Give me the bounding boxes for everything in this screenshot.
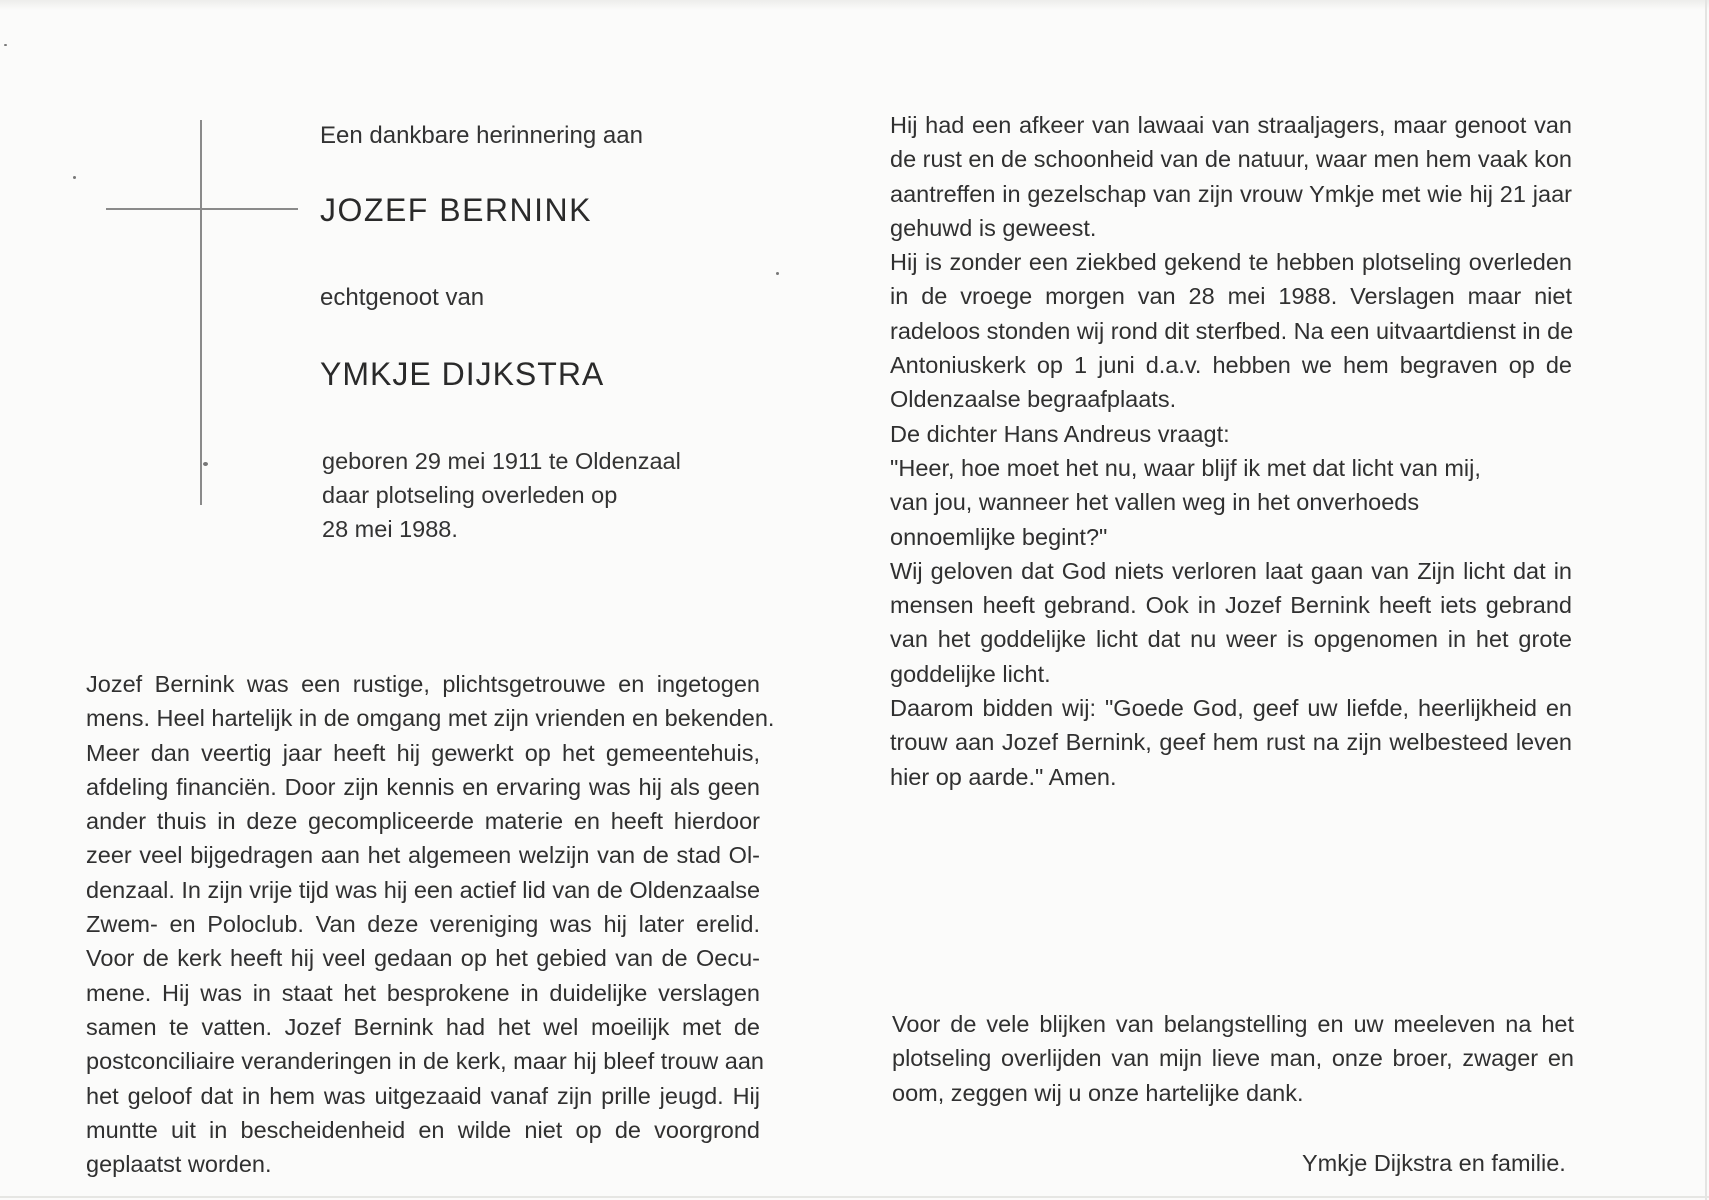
relation-line: echtgenoot van xyxy=(320,284,485,311)
text-line: Jozef Bernink was een rustige, plichtsgetrouwe en ingetogen xyxy=(86,671,760,697)
text-line: mens. Heel hartelijk in de omgang met zijn vrienden en bekenden. xyxy=(86,705,775,732)
thanks-paragraph xyxy=(892,1007,1574,1110)
text-line: denzaal. In zijn vrije tijd was hij een actief lid van de Oldenzaalse xyxy=(86,876,761,903)
text-line: Zwem- en Poloclub. Van deze vereniging was hij later erelid. xyxy=(86,911,760,938)
text-line: ander thuis in deze gecompliceerde materie en heeft hierdoor xyxy=(86,808,760,835)
text-line: Oldenzaalse begraafplaats. xyxy=(890,386,1177,413)
text-line: De dichter Hans Andreus vraagt: xyxy=(890,420,1230,447)
cross-vertical-bar xyxy=(200,120,202,505)
text-line: goddelijke licht. xyxy=(890,660,1051,687)
scan-speck xyxy=(73,176,76,179)
text-line: oom, zeggen wij u onze hartelijke dank. xyxy=(892,1079,1304,1106)
deceased-name: JOZEF BERNINK xyxy=(320,192,592,228)
text-line: de rust en de schoonheid van de natuur, waar men hem vaak kon xyxy=(890,146,1572,173)
text-line: van het goddelijke licht dat nu weer is opgenomen in het grote xyxy=(890,626,1572,653)
scan-edge-right xyxy=(1705,0,1707,1200)
text-line: postconciliaire veranderingen in de kerk, maar hij bleef trouw aan xyxy=(86,1048,764,1075)
biography-paragraph xyxy=(86,667,775,1181)
text-line: aantreffen in gezelschap van zijn vrouw Ymkje met wie hij 21 jaar xyxy=(890,180,1572,207)
text-line: het geloof dat in hem was uitgezaaid vanaf zijn prille jeugd. Hij xyxy=(86,1082,760,1109)
scan-speck xyxy=(4,44,7,46)
spouse-name: YMKJE DIJKSTRA xyxy=(320,356,605,392)
intro-line: Een dankbare herinnering aan xyxy=(320,122,643,149)
poem-line: onnoemlijke begint?" xyxy=(890,523,1108,550)
cross-horizontal-bar xyxy=(106,208,298,210)
reflection-paragraph xyxy=(890,108,1572,794)
text-line: in de vroege morgen van 28 mei 1988. Verslagen maar niet xyxy=(890,283,1572,310)
poem-line: van jou, wanneer het vallen weg in het onverhoeds xyxy=(890,489,1420,516)
text-line: gehuwd is geweest. xyxy=(890,214,1097,241)
scan-speck xyxy=(203,462,208,466)
text-line: samen te vatten. Jozef Bernink had het wel moeilijk met de xyxy=(86,1013,760,1040)
text-line: mene. Hij was in staat het besprokene in duidelijke verslagen xyxy=(86,979,760,1006)
text-line: radeloos stonden wij rond dit sterfbed. Na een uitvaartdienst in de xyxy=(890,317,1574,344)
text-line: Voor de kerk heeft hij veel gedaan op het gebied van de Oecu- xyxy=(86,945,760,972)
text-line: Hij is zonder een ziekbed gekend te hebben plotseling overleden xyxy=(890,249,1572,276)
text-line: Voor de vele blijken van belangstelling en uw meeleven na het xyxy=(892,1011,1574,1037)
text-line: muntte uit in bescheidenheid en wilde niet op de voorgrond xyxy=(86,1116,760,1143)
birth-line: geboren 29 mei 1911 te Oldenzaal xyxy=(322,448,681,474)
text-line: mensen heeft gebrand. Ook in Jozef Bernink heeft iets gebrand xyxy=(890,592,1572,619)
signature-line: Ymkje Dijkstra en familie. xyxy=(1302,1150,1566,1176)
scan-speck xyxy=(776,272,779,275)
text-line: afdeling financiën. Door zijn kennis en ervaring was hij als geen xyxy=(86,773,760,800)
text-line: zeer veel bijgedragen aan het algemeen welzijn van de stad Ol- xyxy=(86,842,760,869)
text-line: plotseling overlijden van mijn lieve man, onze broer, zwager en xyxy=(892,1045,1574,1072)
text-line: hier op aarde." Amen. xyxy=(890,763,1117,790)
death-line: daar plotseling overleden op xyxy=(322,482,618,508)
scan-edge-bottom xyxy=(0,1196,1709,1198)
text-line: Hij had een afkeer van lawaai van straaljagers, maar genoot van xyxy=(890,112,1572,138)
poem-line: "Heer, hoe moet het nu, waar blijf ik met dat licht van mij, xyxy=(890,454,1481,481)
text-line: Wij geloven dat God niets verloren laat gaan van Zijn licht dat in xyxy=(890,557,1572,584)
text-line: geplaatst worden. xyxy=(86,1151,272,1178)
text-line: Daarom bidden wij: "Goede God, geef uw liefde, heerlijkheid en xyxy=(890,695,1572,722)
text-line: Meer dan veertig jaar heeft hij gewerkt op het gemeentehuis, xyxy=(86,739,760,766)
death-date-line: 28 mei 1988. xyxy=(322,516,458,542)
scan-edge-top xyxy=(0,0,1709,10)
dates-block xyxy=(322,444,681,546)
text-line: trouw aan Jozef Bernink, geef hem rust na zijn welbesteed leven xyxy=(890,729,1572,756)
text-line: Antoniuskerk op 1 juni d.a.v. hebben we hem begraven op de xyxy=(890,352,1572,379)
